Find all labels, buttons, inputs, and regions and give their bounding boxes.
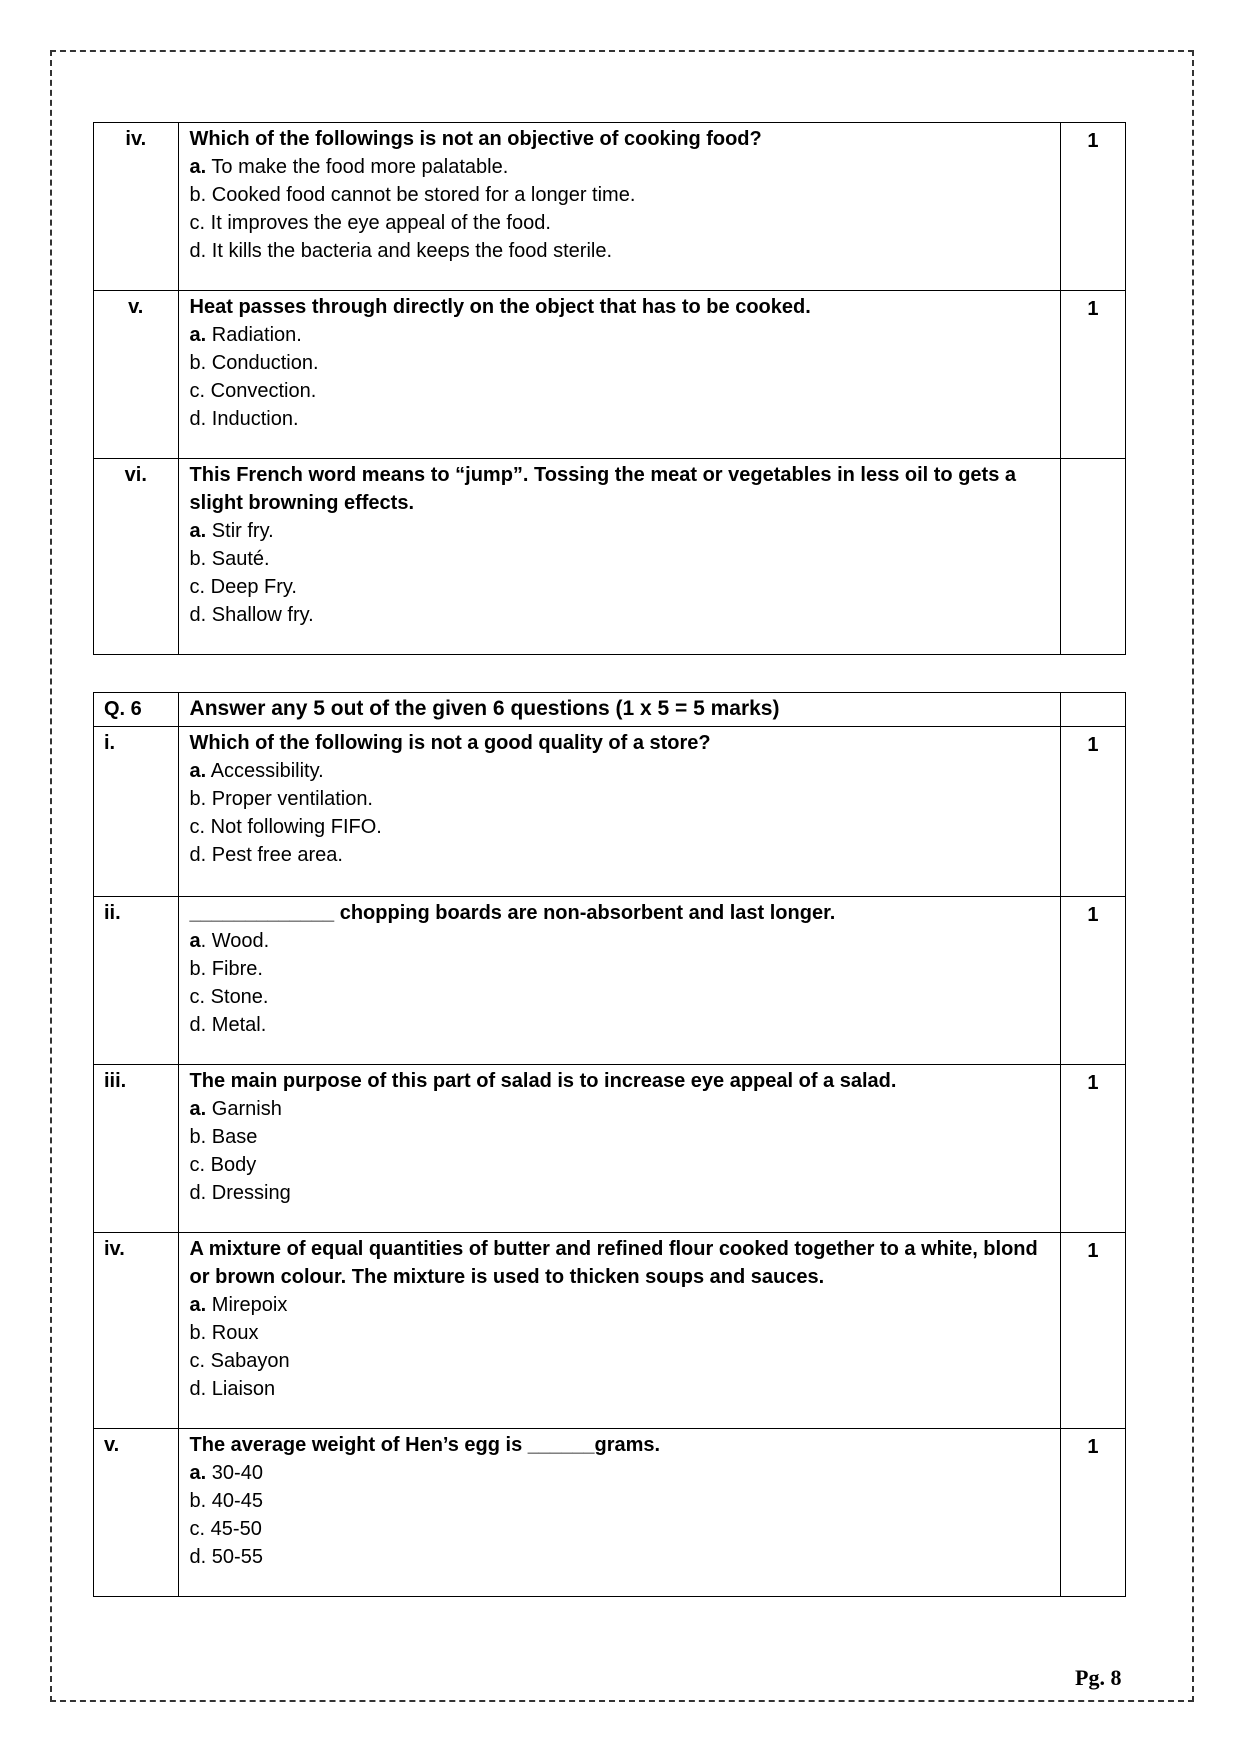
question-text: The average weight of Hen’s egg is ______grams. (189, 1434, 661, 1456)
option: a. Wood. (189, 930, 270, 952)
section-header-row (94, 693, 1126, 727)
section-number: Q. 6 (94, 693, 179, 727)
option: b. 40-45 (189, 1490, 263, 1512)
question-text: A mixture of equal quantities of butter and refined flour cooked together to a white, blond or brown colour. The mixture is used to thicken soups and sauces. (189, 1238, 1038, 1288)
marks-cell: 1 (1060, 291, 1125, 459)
option: c. Deep Fry. (189, 576, 297, 598)
option: d. Induction. (189, 408, 299, 430)
marks-cell (1060, 459, 1125, 655)
table-row (94, 897, 1126, 1065)
option: b. Proper ventilation. (189, 788, 373, 810)
option: d. 50-55 (189, 1546, 263, 1568)
option: d. It kills the bacteria and keeps the food sterile. (189, 240, 613, 262)
option: c. It improves the eye appeal of the food. (189, 212, 551, 234)
marks-cell: 1 (1060, 1233, 1125, 1429)
marks-cell: 1 (1060, 727, 1125, 897)
question-cell (178, 1233, 1060, 1429)
question-text: The main purpose of this part of salad is to increase eye appeal of a salad. (189, 1070, 897, 1092)
question-text: This French word means to “jump”. Tossing the meat or vegetables in less oil to gets a slight browning effects. (189, 464, 1017, 514)
table-row (94, 291, 1126, 459)
question-number: iv. (94, 1233, 179, 1429)
question-number: iv. (94, 123, 179, 291)
option: c. Not following FIFO. (189, 816, 382, 838)
option: a. Garnish (189, 1098, 282, 1120)
marks-cell: 1 (1060, 897, 1125, 1065)
question-number: iii. (94, 1065, 179, 1233)
question-number: v. (94, 291, 179, 459)
question-cell (178, 123, 1060, 291)
question-table-2 (93, 692, 1126, 1597)
table-row (94, 459, 1126, 655)
option: d. Dressing (189, 1182, 291, 1204)
option: d. Pest free area. (189, 844, 343, 866)
option: a. To make the food more palatable. (189, 156, 509, 178)
question-cell (178, 897, 1060, 1065)
marks-cell (1060, 693, 1125, 727)
section-instruction-cell (178, 693, 1060, 727)
marks-cell: 1 (1060, 1065, 1125, 1233)
question-table-1 (93, 122, 1126, 655)
option: d. Liaison (189, 1378, 276, 1400)
option: a. Mirepoix (189, 1294, 288, 1316)
question-text: _____________ chopping boards are non-absorbent and last longer. (189, 902, 836, 924)
option: c. Stone. (189, 986, 269, 1008)
question-text: Which of the following is not a good quality of a store? (189, 732, 711, 754)
table-row (94, 1065, 1126, 1233)
page-number: Pg. 8 (1075, 1665, 1122, 1690)
option: c. Convection. (189, 380, 317, 402)
table-row (94, 123, 1126, 291)
option: b. Base (189, 1126, 258, 1148)
option: b. Fibre. (189, 958, 263, 980)
question-cell (178, 1429, 1060, 1597)
marks-cell: 1 (1060, 123, 1125, 291)
option: d. Shallow fry. (189, 604, 314, 626)
question-number: ii. (94, 897, 179, 1065)
option: a. 30-40 (189, 1462, 263, 1484)
option: b. Sauté. (189, 548, 270, 570)
option: c. 45-50 (189, 1518, 262, 1540)
option: c. Sabayon (189, 1350, 290, 1372)
question-text: Heat passes through directly on the object that has to be cooked. (189, 296, 811, 318)
option: b. Roux (189, 1322, 259, 1344)
option: a. Stir fry. (189, 520, 274, 542)
table-row (94, 1233, 1126, 1429)
question-cell (178, 727, 1060, 897)
question-number: i. (94, 727, 179, 897)
option: c. Body (189, 1154, 257, 1176)
option: a. Radiation. (189, 324, 302, 346)
marks-cell: 1 (1060, 1429, 1125, 1597)
question-text: Which of the followings is not an objective of cooking food? (189, 128, 762, 150)
question-cell (178, 1065, 1060, 1233)
question-cell (178, 291, 1060, 459)
section-instruction: Answer any 5 out of the given 6 questions (1 x 5 = 5 marks) (189, 697, 780, 720)
question-number: v. (94, 1429, 179, 1597)
question-cell (178, 459, 1060, 655)
option: a. Accessibility. (189, 760, 324, 782)
question-number: vi. (94, 459, 179, 655)
table-row (94, 1429, 1126, 1597)
option: d. Metal. (189, 1014, 267, 1036)
option: b. Cooked food cannot be stored for a longer time. (189, 184, 636, 206)
option: b. Conduction. (189, 352, 319, 374)
table-row (94, 727, 1126, 897)
